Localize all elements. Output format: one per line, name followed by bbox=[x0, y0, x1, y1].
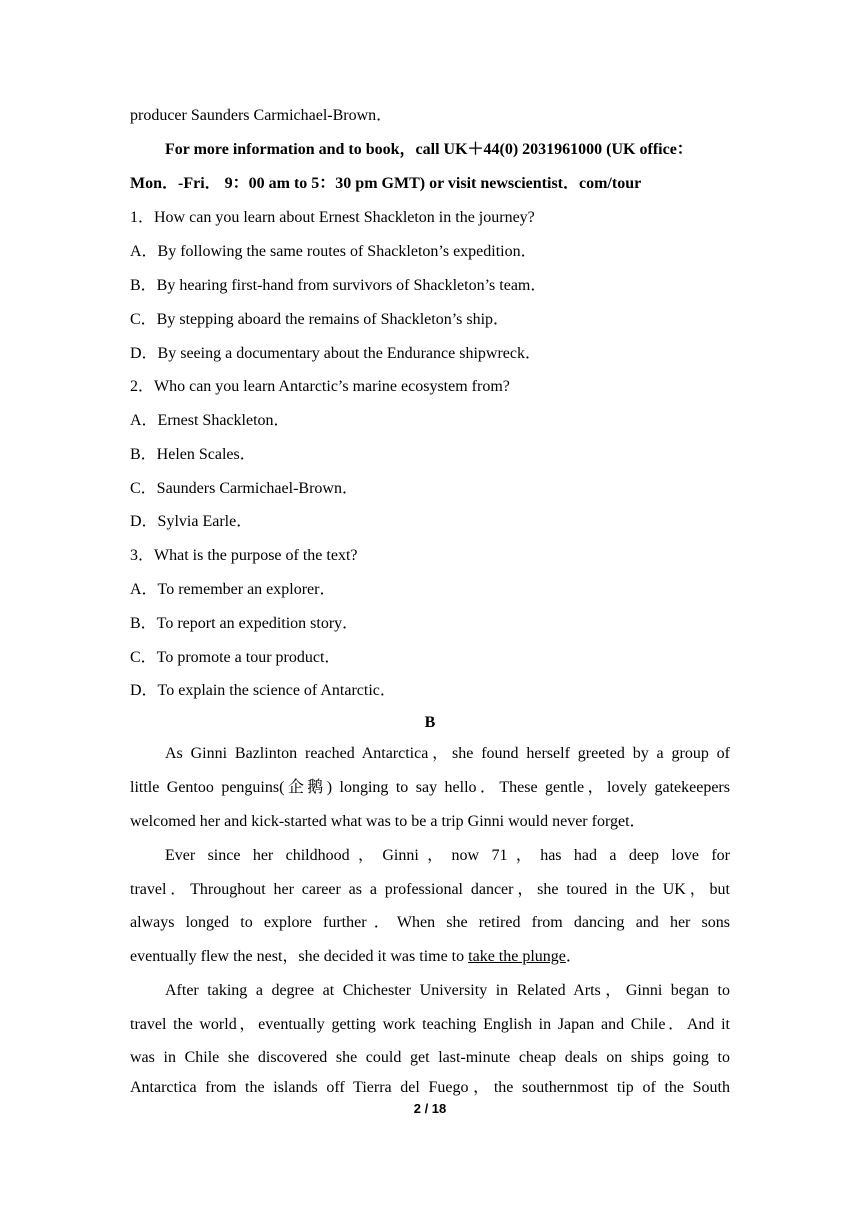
answer-option: A．By following the same routes of Shackleton’s expedition． bbox=[130, 243, 537, 260]
question-stem: 3．What is the purpose of the text? bbox=[130, 547, 358, 564]
answer-option: D．To explain the science of Antarctic． bbox=[130, 682, 396, 699]
paragraph-line: After taking a degree at Chichester University in Related Arts，Ginni began to bbox=[165, 982, 730, 999]
page-number: 2 / 18 bbox=[413, 1101, 447, 1116]
paragraph-text: ． bbox=[565, 948, 582, 965]
paragraph-text: eventually flew the nest，she decided it was time to bbox=[130, 948, 469, 965]
paragraph-line: travel the world，eventually getting work teaching English in Japan and Chile．And it bbox=[130, 1016, 730, 1033]
answer-option: A．Ernest Shackleton． bbox=[130, 412, 290, 429]
underlined-phrase: take the plunge bbox=[468, 948, 566, 965]
text-line: producer Saunders Carmichael-Brown． bbox=[130, 107, 393, 124]
paragraph-line: little Gentoo penguins(企鹅) longing to say hello．These gentle，lovely gatekeepers bbox=[130, 779, 730, 796]
answer-option: B．By hearing first-hand from survivors of Shackleton’s team． bbox=[130, 277, 547, 294]
answer-option: A．To remember an explorer． bbox=[130, 581, 336, 598]
answer-option: D．By seeing a documentary about the Endurance shipwreck． bbox=[130, 345, 541, 362]
section-heading: B bbox=[424, 714, 436, 731]
answer-option: B．Helen Scales． bbox=[130, 446, 256, 463]
paragraph-line: travel．Throughout her career as a professional dancer，she toured in the UK，but bbox=[130, 881, 730, 898]
question-stem: 2．Who can you learn Antarctic’s marine ecosystem from? bbox=[130, 378, 510, 395]
paragraph-line: welcomed her and kick-started what was to be a trip Ginni would never forget． bbox=[130, 813, 646, 830]
question-stem: 1．How can you learn about Ernest Shackleton in the journey? bbox=[130, 209, 535, 226]
paragraph-line bbox=[130, 947, 730, 967]
answer-option: B．To report an expedition story． bbox=[130, 615, 359, 632]
answer-option: D．Sylvia Earle． bbox=[130, 513, 253, 530]
paragraph-line: was in Chile she discovered she could get last-minute cheap deals on ships going to bbox=[130, 1049, 730, 1066]
paragraph-line: always longed to explore further．When she retired from dancing and her sons bbox=[130, 914, 730, 931]
answer-option: C．By stepping aboard the remains of Shackleton’s ship． bbox=[130, 311, 510, 328]
paragraph-line: As Ginni Bazlinton reached Antarctica，she found herself greeted by a group of bbox=[165, 745, 730, 762]
answer-option: C．To promote a tour product． bbox=[130, 649, 341, 666]
answer-option: C．Saunders Carmichael-Brown． bbox=[130, 480, 358, 497]
paragraph-line: Antarctica from the islands off Tierra del Fuego，the southernmost tip of the South bbox=[130, 1079, 731, 1096]
booking-info-line: Mon．-Fri． 9：00 am to 5：30 pm GMT) or visit newscientist．com/tour bbox=[130, 175, 642, 192]
paragraph-line: Ever since her childhood，Ginni，now 71，has had a deep love for bbox=[165, 847, 730, 864]
booking-info-line: For more information and to book，call UK＋44(0) 2031961000 (UK office： bbox=[165, 141, 693, 158]
